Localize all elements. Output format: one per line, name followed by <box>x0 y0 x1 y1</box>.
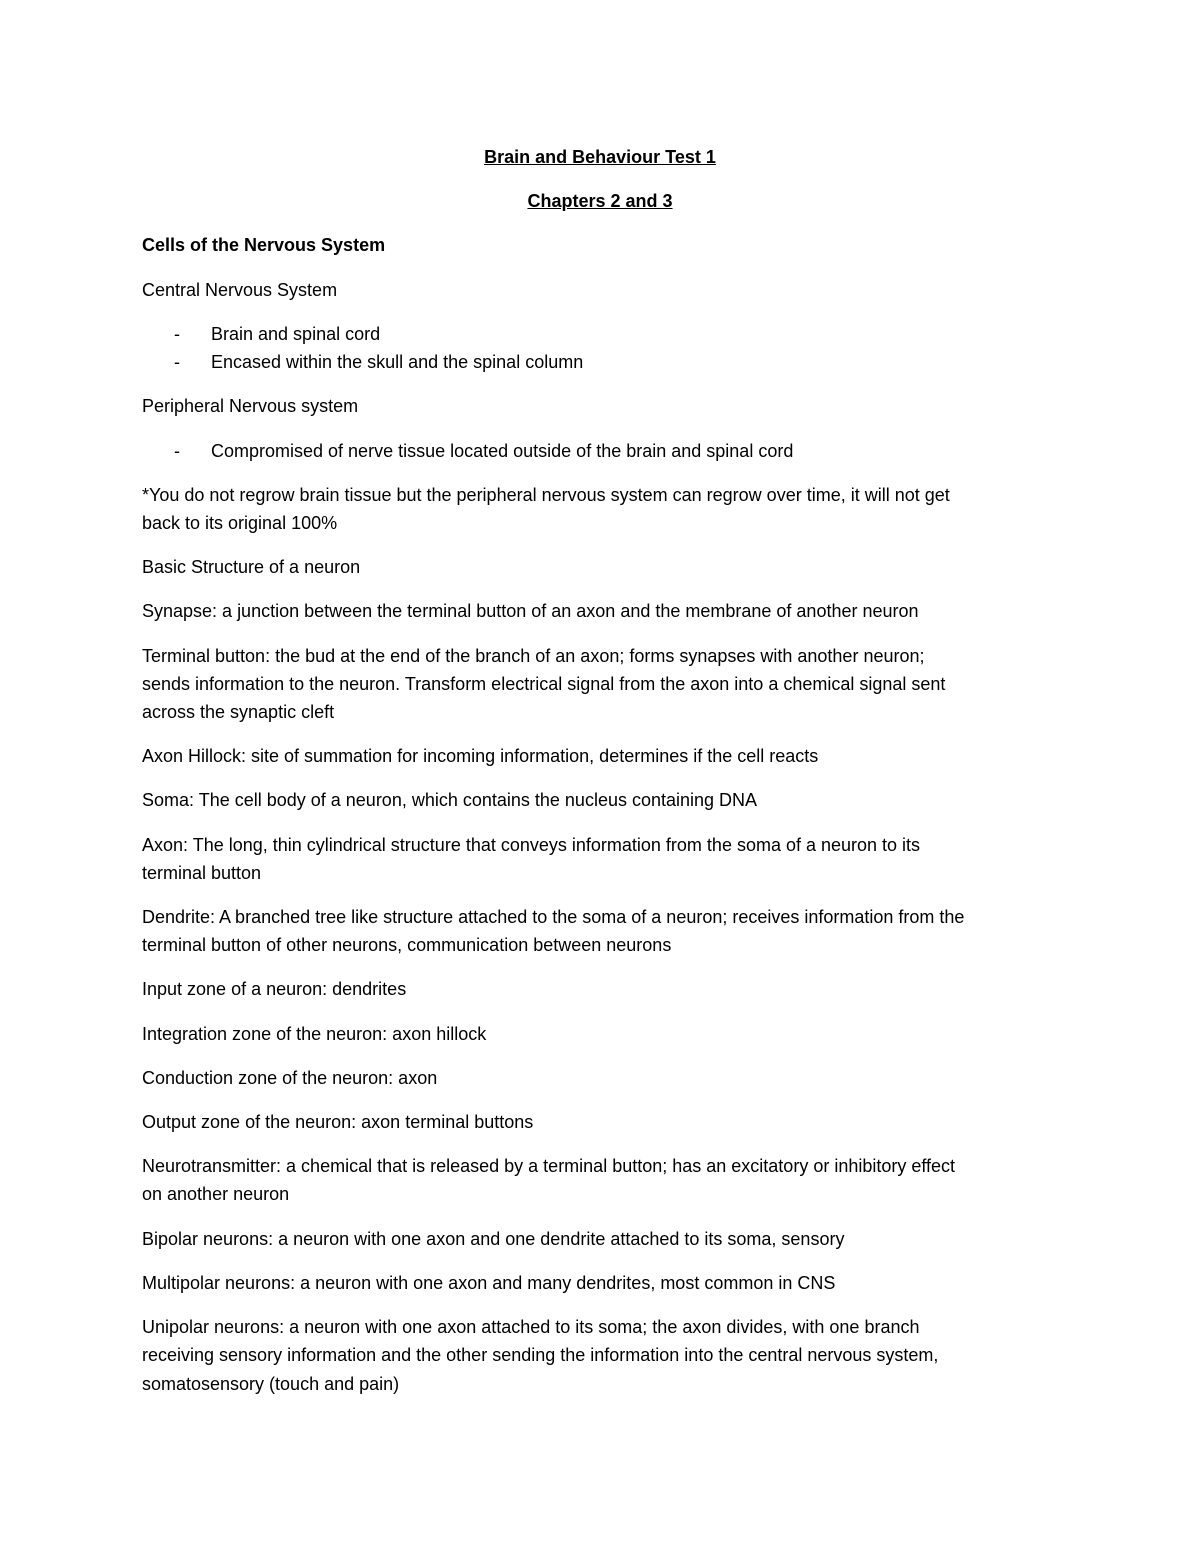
section-heading: Cells of the Nervous System <box>142 235 386 255</box>
unipolar-definition-3: somatosensory (touch and pain) <box>142 1374 400 1394</box>
soma-definition: Soma: The cell body of a neuron, which contains the nucleus containing DNA <box>142 790 758 810</box>
axon-definition-1: Axon: The long, thin cylindrical structure that conveys information from the soma of a neuron to its <box>142 835 921 855</box>
bullet-dash: - <box>174 324 180 344</box>
dendrite-definition-1: Dendrite: A branched tree like structure attached to the soma of a neuron; receives information from the <box>142 907 965 927</box>
multipolar-definition: Multipolar neurons: a neuron with one axon and many dendrites, most common in CNS <box>142 1273 836 1293</box>
document-title: Brain and Behaviour Test 1 <box>484 147 716 167</box>
bullet-dash: - <box>174 441 180 461</box>
output-zone-definition: Output zone of the neuron: axon terminal buttons <box>142 1112 534 1132</box>
axon-hillock-definition: Axon Hillock: site of summation for incoming information, determines if the cell reacts <box>142 746 819 766</box>
bipolar-definition: Bipolar neurons: a neuron with one axon and one dendrite attached to its soma, sensory <box>142 1229 845 1249</box>
unipolar-definition-2: receiving sensory information and the other sending the information into the central nervous system, <box>142 1345 939 1365</box>
input-zone-definition: Input zone of a neuron: dendrites <box>142 979 407 999</box>
terminal-button-definition-1: Terminal button: the bud at the end of the branch of an axon; forms synapses with another neuron; <box>142 646 925 666</box>
bullet-text: Encased within the skull and the spinal column <box>211 352 584 372</box>
axon-definition-2: terminal button <box>142 863 262 883</box>
cns-bullet-1 <box>174 322 380 346</box>
terminal-button-definition-2: sends information to the neuron. Transform electrical signal from the axon into a chemical signal sent <box>142 674 946 694</box>
basic-structure-heading: Basic Structure of a neuron <box>142 557 361 577</box>
dendrite-definition-2: terminal button of other neurons, communication between neurons <box>142 935 672 955</box>
terminal-button-definition-3: across the synaptic cleft <box>142 702 335 722</box>
document-subtitle: Chapters 2 and 3 <box>527 191 673 211</box>
note-line-2: back to its original 100% <box>142 513 338 533</box>
bullet-text: Brain and spinal cord <box>211 324 381 344</box>
bullet-dash: - <box>174 352 180 372</box>
neurotransmitter-definition-1: Neurotransmitter: a chemical that is released by a terminal button; has an excitatory or inhibitory effect <box>142 1156 956 1176</box>
conduction-zone-definition: Conduction zone of the neuron: axon <box>142 1068 438 1088</box>
unipolar-definition-1: Unipolar neurons: a neuron with one axon attached to its soma; the axon divides, with one branch <box>142 1317 920 1337</box>
pns-bullet-1 <box>174 439 793 463</box>
pns-heading: Peripheral Nervous system <box>142 396 359 416</box>
note-line-1: *You do not regrow brain tissue but the peripheral nervous system can regrow over time, it will not get <box>142 485 950 505</box>
integration-zone-definition: Integration zone of the neuron: axon hillock <box>142 1024 487 1044</box>
cns-bullet-2 <box>174 350 583 374</box>
bullet-text: Compromised of nerve tissue located outside of the brain and spinal cord <box>211 441 794 461</box>
neurotransmitter-definition-2: on another neuron <box>142 1184 290 1204</box>
synapse-definition: Synapse: a junction between the terminal button of an axon and the membrane of another neuron <box>142 601 919 621</box>
cns-heading: Central Nervous System <box>142 280 338 300</box>
